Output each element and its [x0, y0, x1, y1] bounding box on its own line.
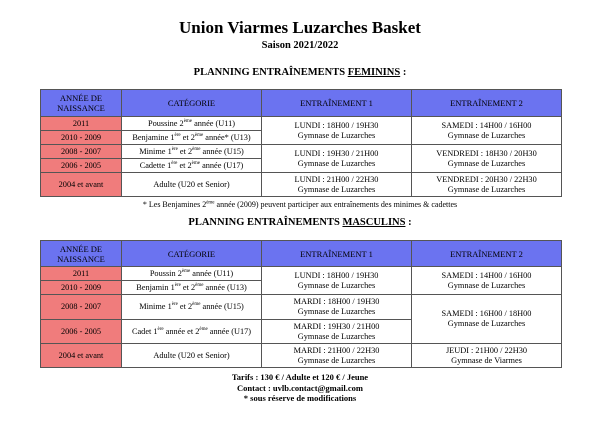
training-1-cell: MARDI : 18H00 / 19H30 Gymnase de Luzarches	[262, 295, 412, 320]
year-cell: 2006 - 2005	[41, 159, 122, 173]
year-cell: 2011	[41, 117, 122, 131]
feminins-heading-prefix: PLANNING ENTRAÎNEMENTS	[193, 67, 348, 78]
category-cell: Adulte (U20 et Senior)	[122, 173, 262, 197]
training-1-cell: LUNDI : 19H30 / 21H00 Gymnase de Luzarches	[262, 145, 412, 173]
year-cell: 2010 - 2009	[41, 281, 122, 295]
training-1-cell: LUNDI : 18H00 / 19H30 Gymnase de Luzarches	[262, 267, 412, 295]
season-label: Saison 2021/2022	[261, 40, 339, 51]
category-cell: Cadette 1ère et 2ème année (U17)	[122, 159, 262, 173]
training-2-cell: VENDREDI : 20H30 / 22H30 Gymnase de Luzarches	[412, 173, 562, 197]
header-category: CATÉGORIE	[122, 90, 262, 117]
category-cell: Poussin 2ème année (U11)	[122, 267, 262, 281]
contact-text: Contact : uvlb.contact@gmail.com	[237, 382, 363, 393]
year-cell: 2010 - 2009	[41, 131, 122, 145]
category-cell: Benjamin 1ère et 2ème année (U13)	[122, 281, 262, 295]
year-cell: 2008 - 2007	[41, 295, 122, 320]
masculins-heading-suffix: :	[405, 217, 412, 228]
reserve-text: * sous réserve de modifications	[243, 393, 357, 403]
header-year: ANNÉE DE NAISSANCE	[41, 90, 122, 117]
feminins-table	[40, 89, 562, 197]
benjamines-note: * Les Benjamines 2ème année (2009) peuvent participer aux entraînements des minimes & cadettes	[142, 200, 458, 209]
training-2-cell: SAMEDI : 14H00 / 16H00 Gymnase de Luzarches	[412, 117, 562, 145]
category-cell: Poussine 2ème année (U11)	[122, 117, 262, 131]
year-cell: 2004 et avant	[41, 344, 122, 368]
header-training-2: ENTRAÎNEMENT 2	[412, 90, 562, 117]
category-cell: Minime 1ère et 2ème année (U15)	[122, 145, 262, 159]
header-training-2: ENTRAÎNEMENT 2	[412, 241, 562, 267]
feminins-heading	[0, 67, 600, 78]
training-1-cell: MARDI : 19H30 / 21H00 Gymnase de Luzarches	[262, 320, 412, 344]
feminins-heading-word: FEMININS	[347, 67, 401, 78]
year-cell: 2008 - 2007	[41, 145, 122, 159]
training-2-cell: SAMEDI : 14H00 / 16H00 Gymnase de Luzarches	[412, 267, 562, 295]
year-cell: 2006 - 2005	[41, 320, 122, 344]
footer	[0, 372, 600, 404]
category-cell: Benjamine 1ère et 2ème année* (U13)	[122, 131, 262, 145]
category-cell: Adulte (U20 et Senior)	[122, 344, 262, 368]
training-1-cell: MARDI : 21H00 / 22H30 Gymnase de Luzarches	[262, 344, 412, 368]
header-category: CATÉGORIE	[122, 241, 262, 267]
masculins-heading-word: MASCULINS	[342, 217, 406, 228]
year-cell: 2011	[41, 267, 122, 281]
category-cell: Cadet 1ère année et 2ème année (U17)	[122, 320, 262, 344]
training-1-cell: LUNDI : 18H00 / 19H30 Gymnase de Luzarches	[262, 117, 412, 145]
header-training-1: ENTRAÎNEMENT 1	[262, 241, 412, 267]
masculins-heading	[0, 217, 600, 228]
training-2-cell: SAMEDI : 16H00 / 18H00 Gymnase de Luzarches	[412, 295, 562, 344]
masculins-table	[40, 240, 562, 368]
training-2-cell: JEUDI : 21H00 / 22H30 Gymnase de Viarmes	[412, 344, 562, 368]
category-cell: Minime 1ère et 2ème année (U15)	[122, 295, 262, 320]
tarifs-text: Tarifs : 130 € / Adulte et 120 € / Jeune	[231, 372, 369, 382]
feminins-heading-suffix: :	[400, 67, 407, 78]
year-cell: 2004 et avant	[41, 173, 122, 197]
training-2-cell: VENDREDI : 18H30 / 20H30 Gymnase de Luzarches	[412, 145, 562, 173]
training-1-cell: LUNDI : 21H00 / 22H30 Gymnase de Luzarches	[262, 173, 412, 197]
header-year: ANNÉE DE NAISSANCE	[41, 241, 122, 267]
page-title: Union Viarmes Luzarches Basket	[179, 18, 421, 37]
header-training-1: ENTRAÎNEMENT 1	[262, 90, 412, 117]
masculins-heading-prefix: PLANNING ENTRAÎNEMENTS	[188, 217, 343, 228]
